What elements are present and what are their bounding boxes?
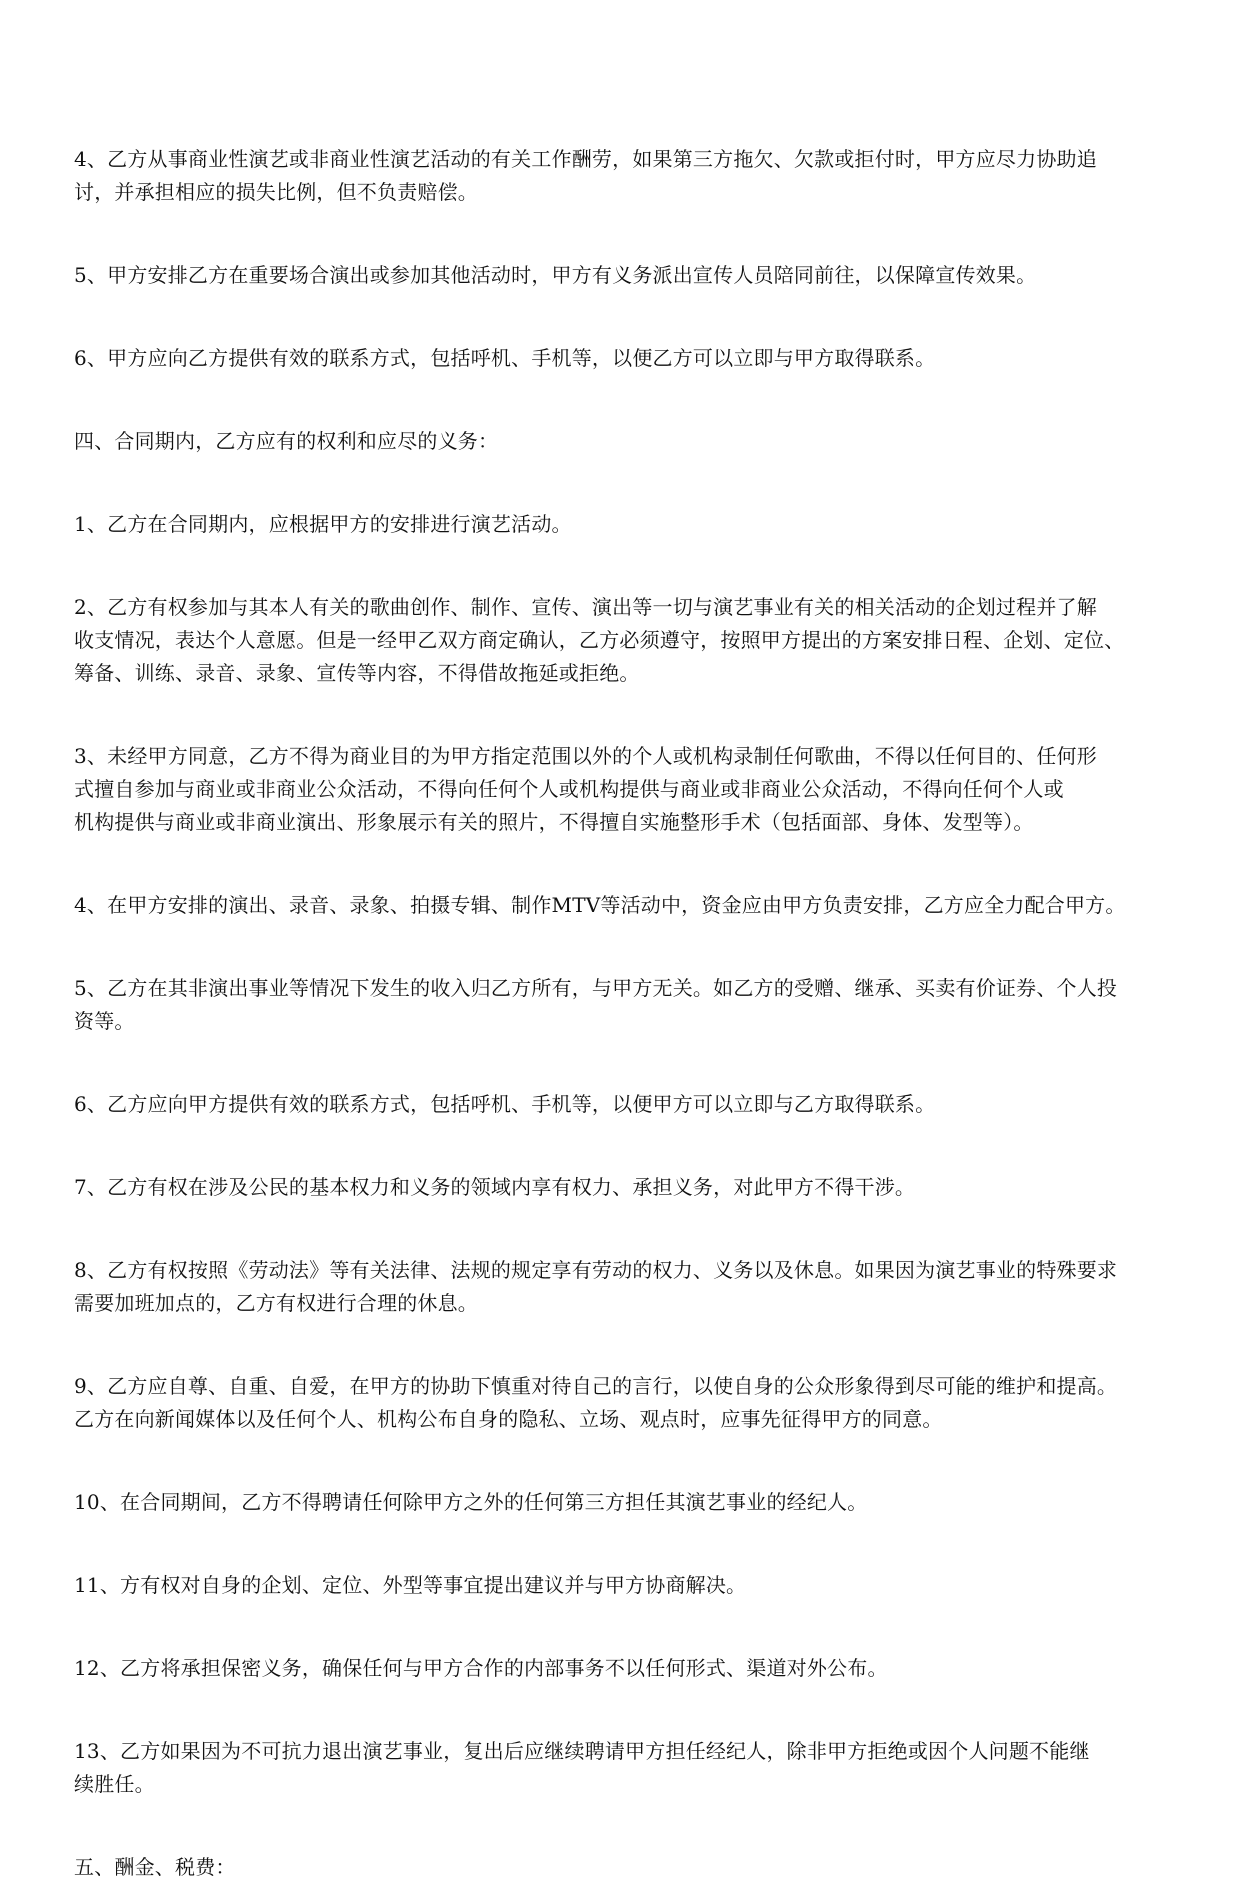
- text-line: 11、方有权对自身的企划、定位、外型等事宜提出建议并与甲方协商解决。: [74, 1573, 747, 1597]
- text-line: 10、在合同期间，乙方不得聘请任何除甲方之外的任何第三方担任其演艺事业的经纪人。: [74, 1490, 868, 1514]
- document-body: [74, 143, 1161, 1884]
- text-line: 式擅自参加与商业或非商业公众活动，不得向任何个人或机构提供与商业或非商业公众活动，不得向任何个人或: [74, 777, 1064, 801]
- paragraph: [74, 972, 1161, 1038]
- text-line: 7、乙方有权在涉及公民的基本权力和义务的领域内享有权力、承担义务，对此甲方不得干涉。: [74, 1175, 916, 1199]
- text-line: 机构提供与商业或非商业演出、形象展示有关的照片，不得擅自实施整形手术（包括面部、身体、发型等）。: [74, 810, 1034, 834]
- paragraph: [74, 591, 1161, 690]
- text-line: 讨，并承担相应的损失比例，但不负责赔偿。: [74, 180, 478, 204]
- paragraph: [74, 1569, 1161, 1602]
- paragraph: [74, 508, 1161, 541]
- text-line: 13、乙方如果因为不可抗力退出演艺事业，复出后应继续聘请甲方担任经纪人，除非甲方拒绝或因个人问题不能继: [74, 1739, 1090, 1763]
- paragraph: [74, 1171, 1161, 1204]
- paragraph: [74, 425, 1161, 458]
- text-line: 9、乙方应自尊、自重、自爱，在甲方的协助下慎重对待自己的言行，以使自身的公众形象得到尽可能的维护和提高。: [74, 1374, 1118, 1398]
- text-line: 乙方在向新闻媒体以及任何个人、机构公布自身的隐私、立场、观点时，应事先征得甲方的同意。: [74, 1407, 943, 1431]
- text-line: 6、甲方应向乙方提供有效的联系方式，包括呼机、手机等，以便乙方可以立即与甲方取得联系。: [74, 346, 936, 370]
- text-line: 8、乙方有权按照《劳动法》等有关法律、法规的规定享有劳动的权力、义务以及休息。如果因为演艺事业的特殊要求: [74, 1258, 1118, 1282]
- text-line: 5、乙方在其非演出事业等情况下发生的收入归乙方所有，与甲方无关。如乙方的受赠、继承、买卖有价证券、个人投: [74, 976, 1118, 1000]
- text-line: 1、乙方在合同期内，应根据甲方的安排进行演艺活动。: [74, 512, 572, 536]
- text-line: 4、乙方从事商业性演艺或非商业性演艺活动的有关工作酬劳，如果第三方拖欠、欠款或拒付时，甲方应尽力协助追: [74, 147, 1097, 171]
- text-line: 2、乙方有权参加与其本人有关的歌曲创作、制作、宣传、演出等一切与演艺事业有关的相关活动的企划过程并了解: [74, 595, 1097, 619]
- text-line: 四、合同期内，乙方应有的权利和应尽的义务：: [74, 429, 499, 453]
- paragraph: [74, 1088, 1161, 1121]
- text-line: 3、未经甲方同意，乙方不得为商业目的为甲方指定范围以外的个人或机构录制任何歌曲，不得以任何目的、任何形: [74, 744, 1097, 768]
- text-line: 6、乙方应向甲方提供有效的联系方式，包括呼机、手机等，以便甲方可以立即与乙方取得联系。: [74, 1092, 936, 1116]
- paragraph: [74, 143, 1161, 209]
- paragraph: [74, 1370, 1161, 1436]
- paragraph: [74, 342, 1161, 375]
- text-line: 5、甲方安排乙方在重要场合演出或参加其他活动时，甲方有义务派出宣传人员陪同前往，以保障宣传效果。: [74, 263, 1037, 287]
- text-line: 筹备、训练、录音、录象、宣传等内容，不得借故拖延或拒绝。: [74, 661, 640, 685]
- paragraph: [74, 1851, 1161, 1884]
- text-line: 收支情况，表达个人意愿。但是一经甲乙双方商定确认，乙方必须遵守，按照甲方提出的方案安排日程、企划、定位、: [74, 628, 1125, 652]
- text-line: 12、乙方将承担保密义务，确保任何与甲方合作的内部事务不以任何形式、渠道对外公布。: [74, 1656, 888, 1680]
- text-line: 需要加班加点的，乙方有权进行合理的休息。: [74, 1291, 478, 1315]
- paragraph: [74, 740, 1161, 839]
- text-line: 资等。: [74, 1009, 135, 1033]
- text-line: 续胜任。: [74, 1772, 155, 1796]
- paragraph: [74, 259, 1161, 292]
- paragraph: [74, 1486, 1161, 1519]
- paragraph: [74, 1652, 1161, 1685]
- text-line: 五、酬金、税费：: [74, 1855, 236, 1879]
- paragraph: [74, 1254, 1161, 1320]
- paragraph: [74, 889, 1161, 922]
- paragraph: [74, 1735, 1161, 1801]
- text-line: 4、在甲方安排的演出、录音、录象、拍摄专辑、制作MTV等活动中，资金应由甲方负责安排，乙方应全力配合甲方。: [74, 893, 1126, 917]
